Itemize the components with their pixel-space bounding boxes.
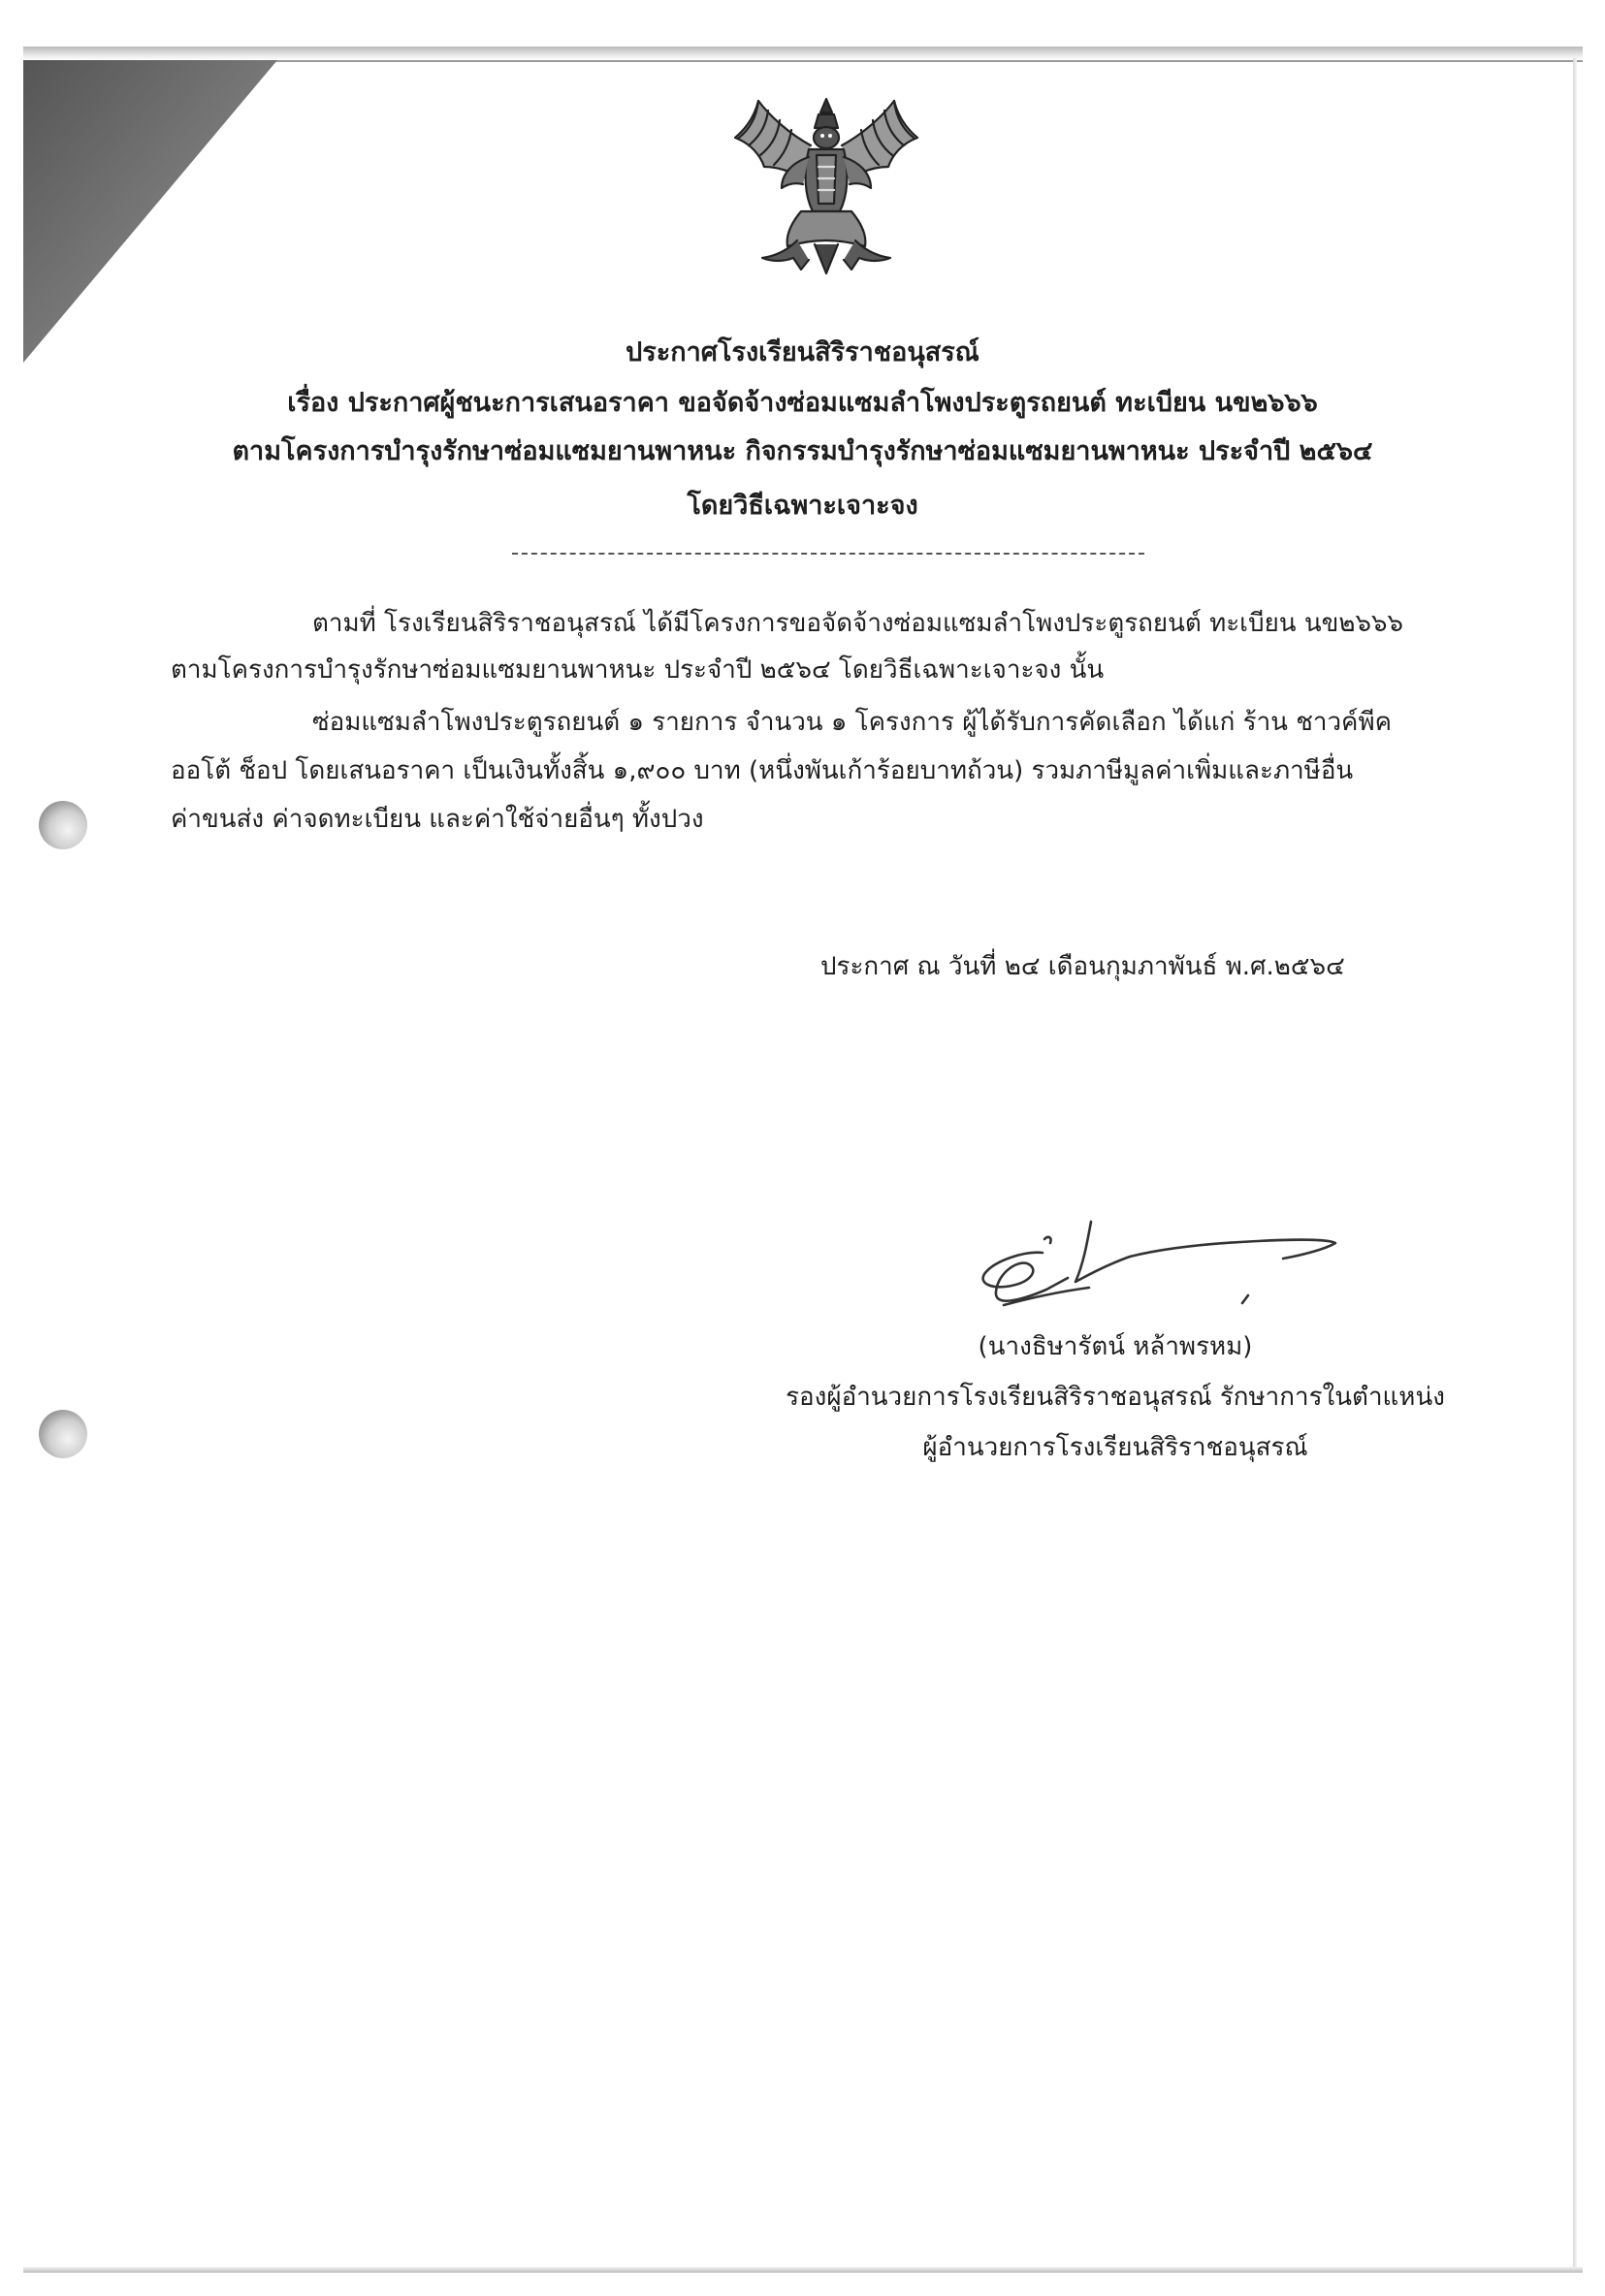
signatory-position-2: ผู้อำนวยการโรงเรียนสิริราชอนุสรณ์ [922, 1433, 1308, 1462]
corner-fold-shadow [23, 60, 285, 370]
punch-hole-lower [39, 1410, 87, 1458]
signatory-name: (นางธิษารัตน์ หล้าพรหม) [978, 1332, 1253, 1361]
body-line-3: ซ่อมแซมลำโพงประตูรถยนต์ ๑ รายการ จำนวน ๑ โครงการ ผู้ได้รับการคัดเลือก ได้แก่ ร้าน ชาวค์พีค [312, 708, 1392, 737]
announcement-project: ตามโครงการบำรุงรักษาซ่อมแซมยานพาหนะ กิจกรรมบำรุงรักษาซ่อมแซมยานพาหนะ ประจำปี ๒๕๖๔ [232, 436, 1373, 466]
body-line-5: ค่าขนส่ง ค่าจดทะเบียน และค่าใช้จ่ายอื่นๆ ทั้งปวง [171, 805, 704, 834]
garuda-emblem-icon [729, 95, 923, 275]
body-line-1: ตามที่ โรงเรียนสิริราชอนุสรณ์ ได้มีโครงการขอจัดจ้างซ่อมแซมลำโพงประตูรถยนต์ ทะเบียน นข๒๖๖๖ [312, 609, 1404, 638]
announcement-subject: เรื่อง ประกาศผู้ชนะการเสนอราคา ขอจัดจ้างซ่อมแซมลำโพงประตูรถยนต์ ทะเบียน นข๒๖๖๖ [287, 388, 1318, 418]
punch-hole-upper [39, 801, 87, 849]
announcement-title: ประกาศโรงเรียนสิริราชอนุสรณ์ [626, 337, 979, 367]
heading-divider [512, 553, 1144, 555]
announcement-date: ประกาศ ณ วันที่ ๒๔ เดือนกุมภาพันธ์ พ.ศ.๒๕๖๔ [820, 952, 1345, 981]
scan-top-edge [23, 47, 1583, 60]
announcement-method: โดยวิธีเฉพาะเจาะจง [687, 491, 918, 521]
body-line-4: ออโต้ ช็อป โดยเสนอราคา เป็นเงินทั้งสิ้น ๑,๙๐๐ บาท (หนึ่งพันเก้าร้อยบาทถ้วน) รวมภาษีมูลค่าเพิ่มและภาษีอื่น [171, 756, 1354, 785]
body-line-2: ตามโครงการบำรุงรักษาซ่อมแซมยานพาหนะ ประจำปี ๒๕๖๔ โดยวิธีเฉพาะเจาะจง นั้น [171, 655, 1105, 685]
signatory-position-1: รองผู้อำนวยการโรงเรียนสิริราชอนุสรณ์ รักษาการในตำแหน่ง [786, 1383, 1445, 1412]
handwritten-signature-icon [975, 1214, 1343, 1321]
scan-bottom-edge [23, 2267, 1583, 2273]
